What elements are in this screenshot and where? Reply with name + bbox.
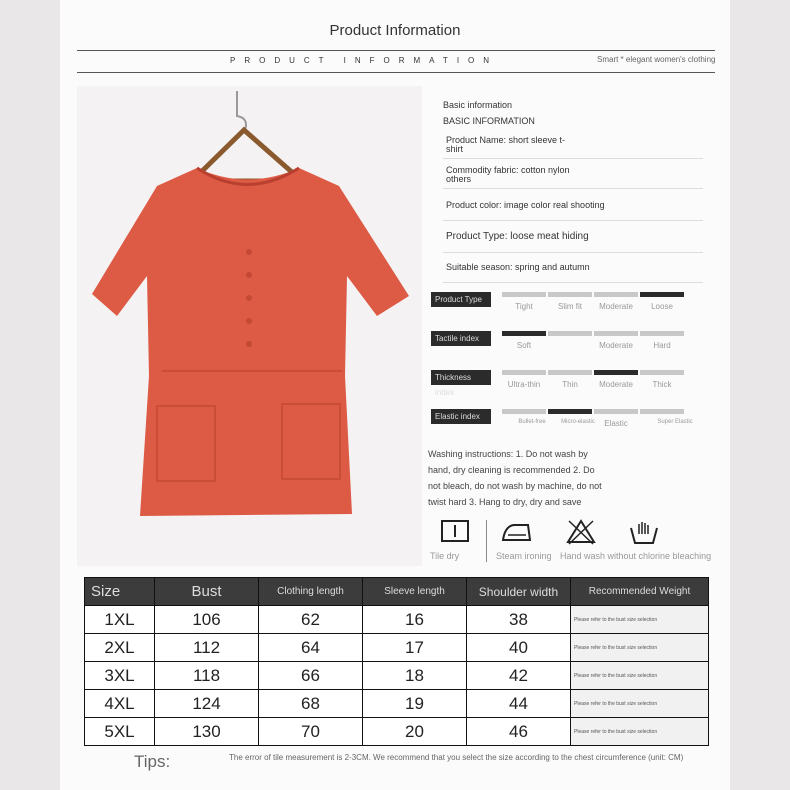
divider	[443, 282, 703, 283]
size-table	[84, 577, 709, 746]
weight-note-cell: Please refer to the bust size selection	[571, 718, 709, 746]
product-type: Product Type: loose meat hiding	[446, 231, 589, 242]
measure-cell: 68	[259, 690, 363, 718]
index-segment	[502, 370, 546, 375]
index-option-label: Moderate	[599, 341, 633, 350]
col-sleeve-length: Sleeve length	[363, 578, 467, 606]
measure-cell: 64	[259, 634, 363, 662]
index-option-label: Slim fit	[558, 302, 582, 311]
col-bust: Bust	[155, 578, 259, 606]
measure-cell: 124	[155, 690, 259, 718]
measure-cell: 42	[467, 662, 571, 690]
steam-ironing-icon	[500, 518, 534, 546]
index-segment	[640, 292, 684, 297]
size-cell: 3XL	[85, 662, 155, 690]
basic-info-heading-caps: BASIC INFORMATION	[443, 116, 535, 126]
tagline: Smart * elegant women's clothing	[597, 55, 716, 64]
index-label: Elastic index	[431, 409, 491, 424]
index-segment	[548, 331, 592, 336]
table-row	[85, 690, 709, 718]
tile-dry-label: Tile dry	[430, 551, 460, 561]
index-segment	[640, 331, 684, 336]
commodity-fabric: Commodity fabric: cotton nylon others	[446, 165, 570, 184]
basic-info-heading: Basic information	[443, 100, 513, 110]
no-bleach-icon	[566, 518, 600, 546]
index-segment	[502, 409, 546, 414]
index-segment	[548, 292, 592, 297]
measure-cell: 19	[363, 690, 467, 718]
measure-cell: 62	[259, 606, 363, 634]
index-option-label: Ultra-thin	[507, 380, 541, 389]
index-option-label: Hard	[653, 341, 671, 350]
product-photo	[77, 86, 422, 566]
washing-instructions: Washing instructions: 1. Do not wash by hand, dry cleaning is recommended 2. Do not bleach, do not wash by machine, do not twist hard 3. Hang to dry, dry and save	[428, 449, 602, 507]
measure-cell: 70	[259, 718, 363, 746]
hand-wash-label: Hand wash without chlorine bleaching	[560, 551, 712, 561]
index-option-label: Loose	[651, 302, 673, 311]
divider	[443, 252, 703, 253]
measure-cell: 40	[467, 634, 571, 662]
index-segment	[502, 292, 546, 297]
divider	[77, 72, 715, 73]
table-row	[85, 634, 709, 662]
index-option-label: Bullet-free	[518, 419, 546, 425]
index-option-label: Moderate	[599, 302, 633, 311]
index-segment	[548, 409, 592, 414]
measure-cell: 18	[363, 662, 467, 690]
divider	[443, 220, 703, 221]
size-cell: 5XL	[85, 718, 155, 746]
weight-note-cell: Please refer to the bust size selection	[571, 662, 709, 690]
divider	[443, 158, 703, 159]
steam-ironing-label: Steam ironing	[496, 551, 552, 561]
index-segment	[548, 370, 592, 375]
index-option-label: Super Elastic	[657, 419, 693, 425]
measure-cell: 16	[363, 606, 467, 634]
index-segment	[594, 370, 638, 375]
divider	[443, 188, 703, 189]
measure-cell: 38	[467, 606, 571, 634]
tile-dry-icon	[440, 518, 474, 546]
measure-cell: 17	[363, 634, 467, 662]
index-segment	[640, 370, 684, 375]
weight-note-cell: Please refer to the bust size selection	[571, 690, 709, 718]
col-size: Size	[85, 578, 155, 606]
index-option-label: Elastic	[604, 419, 628, 428]
table-row	[85, 662, 709, 690]
col-recommended-weight: Recommended Weight	[571, 578, 709, 606]
index-label: Product Type	[431, 292, 491, 307]
suitable-season: Suitable season: spring and autumn	[446, 262, 590, 272]
product-name: Product Name: short sleeve t-shirt	[446, 135, 566, 154]
index-option-label: Thick	[652, 380, 672, 389]
subtitle-spaced: PRODUCT INFORMATION	[230, 56, 499, 65]
tips-label: Tips:	[134, 752, 171, 771]
divider	[77, 50, 715, 51]
table-row	[85, 718, 709, 746]
table-header	[85, 578, 709, 606]
page-title: Product Information	[329, 22, 461, 39]
size-cell: 1XL	[85, 606, 155, 634]
measure-cell: 20	[363, 718, 467, 746]
index-label: Thickness index	[431, 370, 491, 385]
index-option-label: Moderate	[599, 380, 633, 389]
product-color: Product color: image color real shooting	[446, 200, 605, 210]
index-option-label: Thin	[562, 380, 578, 389]
index-option-label: Tight	[515, 302, 533, 311]
size-cell: 2XL	[85, 634, 155, 662]
index-segment	[594, 292, 638, 297]
tips-text: The error of tile measurement is 2-3CM. We recommend that you select the size according to the chest circumference (unit: CM)	[229, 753, 684, 762]
index-segment	[502, 331, 546, 336]
index-option-label: Micro-elastic	[561, 419, 595, 425]
weight-note-cell: Please refer to the bust size selection	[571, 606, 709, 634]
measure-cell: 118	[155, 662, 259, 690]
index-option-label: Soft	[516, 341, 532, 350]
size-cell: 4XL	[85, 690, 155, 718]
measure-cell: 66	[259, 662, 363, 690]
index-label: Tactile index	[431, 331, 491, 346]
divider	[486, 520, 487, 562]
measure-cell: 130	[155, 718, 259, 746]
index-segment	[640, 409, 684, 414]
col-clothing-length: Clothing length	[259, 578, 363, 606]
index-segment	[594, 331, 638, 336]
index-segment	[594, 409, 638, 414]
measure-cell: 106	[155, 606, 259, 634]
measure-cell: 46	[467, 718, 571, 746]
weight-note-cell: Please refer to the bust size selection	[571, 634, 709, 662]
measure-cell: 44	[467, 690, 571, 718]
table-row	[85, 606, 709, 634]
hand-wash-icon	[628, 518, 662, 546]
measure-cell: 112	[155, 634, 259, 662]
col-shoulder-width: Shoulder width	[467, 578, 571, 606]
